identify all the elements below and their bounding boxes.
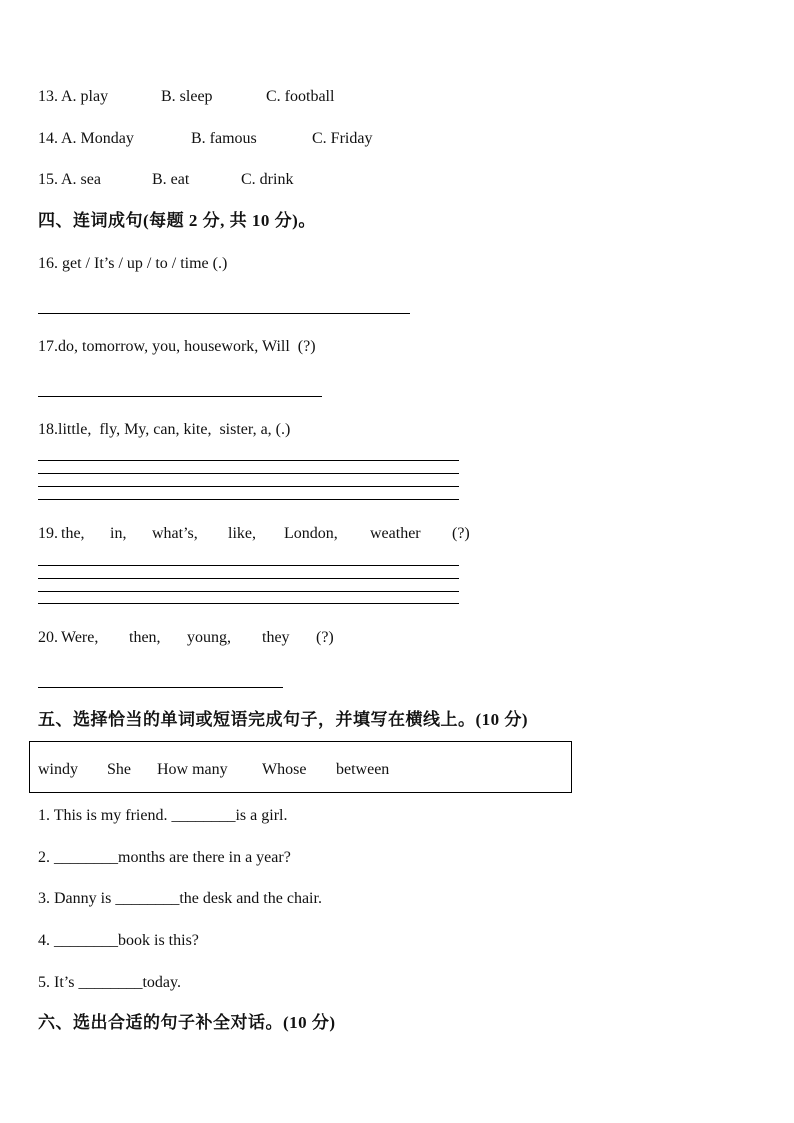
answer-line — [38, 396, 322, 397]
question-number: 15. — [38, 171, 58, 188]
answer-line — [38, 499, 459, 500]
question-number: 14. — [38, 130, 58, 147]
question-16: 16. get / It’s / up / to / time (.) — [38, 255, 228, 272]
fill-blank-sentence-4: 4. ________book is this? — [38, 932, 199, 949]
word-token: what’s, — [152, 525, 198, 542]
option-c: C. Friday — [312, 130, 373, 147]
answer-line — [38, 578, 459, 579]
word-bank-item: How many — [157, 761, 228, 778]
section-4-heading: 四、连词成句(每题 2 分, 共 10 分)。 — [38, 211, 316, 230]
answer-line — [38, 313, 410, 314]
word-token: (?) — [316, 629, 334, 646]
word-bank-item: Whose — [262, 761, 307, 778]
fill-blank-sentence-5: 5. It’s ________today. — [38, 974, 181, 991]
word-token: they — [262, 629, 290, 646]
option-a: A. play — [61, 88, 109, 105]
question-number: 19. — [38, 525, 58, 542]
question-number: 20. — [38, 629, 58, 646]
fill-blank-sentence-3: 3. Danny is ________the desk and the chair. — [38, 890, 322, 907]
answer-line — [38, 565, 459, 566]
section-5-heading: 五、选择恰当的单词或短语完成句子，并填写在横线上。(10 分) — [38, 710, 529, 729]
option-c: C. football — [266, 88, 335, 105]
answer-line — [38, 603, 459, 604]
answer-line — [38, 473, 459, 474]
fill-blank-sentence-1: 1. This is my friend. ________is a girl. — [38, 807, 288, 824]
word-token: then, — [129, 629, 161, 646]
question-17: 17.do, tomorrow, you, housework, Will (?) — [38, 338, 316, 355]
word-token: (?) — [452, 525, 470, 542]
word-token: in, — [110, 525, 127, 542]
question-18: 18.little, fly, My, can, kite, sister, a, (.) — [38, 421, 291, 438]
option-a: A. sea — [61, 171, 101, 188]
word-bank-item: between — [336, 761, 390, 778]
option-b: B. famous — [191, 130, 257, 147]
answer-line — [38, 486, 459, 487]
section-6-heading: 六、选出合适的句子补全对话。(10 分) — [38, 1013, 336, 1032]
option-b: B. sleep — [161, 88, 213, 105]
option-a: A. Monday — [61, 130, 134, 147]
answer-line — [38, 591, 459, 592]
option-c: C. drink — [241, 171, 294, 188]
fill-blank-sentence-2: 2. ________months are there in a year? — [38, 849, 291, 866]
word-token: the, — [61, 525, 85, 542]
word-token: London, — [284, 525, 338, 542]
answer-line — [38, 687, 283, 688]
word-bank-box — [29, 741, 572, 793]
answer-line — [38, 460, 459, 461]
word-token: like, — [228, 525, 256, 542]
question-number: 13. — [38, 88, 58, 105]
word-bank-item: She — [107, 761, 131, 778]
word-token: weather — [370, 525, 421, 542]
option-b: B. eat — [152, 171, 190, 188]
word-token: young, — [187, 629, 231, 646]
word-bank-item: windy — [38, 761, 78, 778]
word-token: Were, — [61, 629, 99, 646]
